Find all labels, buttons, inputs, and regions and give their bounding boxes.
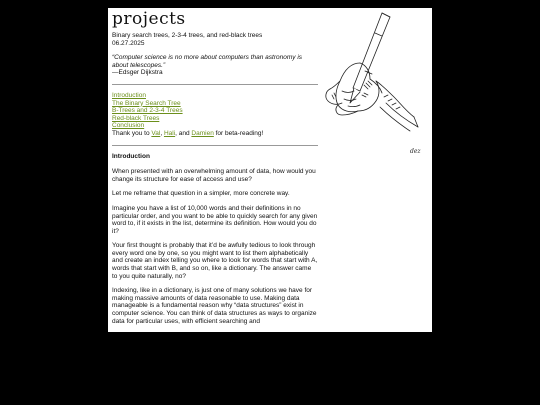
toc-link-red-black-trees[interactable]: Red-black Trees: [112, 114, 160, 122]
section-heading-introduction: Introduction: [112, 152, 150, 160]
thanks-link-val[interactable]: Val: [151, 129, 161, 137]
illustration-signature: dez: [410, 148, 421, 155]
divider: [112, 84, 318, 85]
quote-text: “Computer science is no more about computers than astronomy is about telescopes.”: [112, 54, 303, 69]
hand-holding-pen-illustration: [320, 11, 428, 156]
thanks-separator: ,: [160, 129, 164, 137]
body-paragraph: Imagine you have a list of 10,000 words and their definitions in no particular order, and you want to be able to quickly search for any given word to, if it exists in the list, determine its definition. How would you do it?: [112, 204, 318, 235]
article: [112, 11, 318, 332]
divider: [112, 145, 318, 146]
body-paragraph: Your first thought is probably that it’d be awfully tedious to look through every word one by one, so you might want to list them alphabetically and create an index telling you where to look for words that start with A, words that start with B, and so on, like a dictionary. The answer came to you quite naturally, no?: [112, 242, 318, 280]
quote-author: —Edsger Dijkstra: [112, 69, 163, 77]
toc-link-conclusion[interactable]: Conclusion: [112, 122, 145, 130]
epigraph: [112, 54, 318, 77]
article-subtitle: Binary search trees, 2-3-4 trees, and red-black trees: [112, 32, 263, 39]
thanks-line: [112, 130, 318, 138]
thanks-separator: , and: [175, 129, 192, 137]
thanks-prefix: Thank you to: [112, 129, 152, 137]
article-date: 06.27.2025: [112, 39, 145, 47]
table-of-contents: [112, 92, 318, 130]
body-paragraph: When presented with an overwhelming amount of data, how would you change its structure for ease of access and use?: [112, 168, 316, 183]
site-title[interactable]: projects: [112, 9, 186, 29]
body-paragraph: Let me reframe that question in a simpler, more concrete way.: [112, 190, 290, 198]
thanks-suffix: for beta-reading!: [213, 129, 264, 137]
toc-link-binary-search-tree[interactable]: The Binary Search Tree: [112, 99, 181, 107]
toc-link-introduction[interactable]: Introduction: [112, 91, 146, 99]
thanks-link-hali[interactable]: Hali: [163, 129, 176, 137]
body-paragraph: Indexing, like in a dictionary, is just one of many solutions we have for making massive amounts of data reasonable to use. Making data manageable is a fundamental reason why “data structures” exist in computer science. You can think of data structures as ways to organize data for particular uses, with efficient searching and: [112, 287, 317, 325]
thanks-link-damien[interactable]: Damien: [191, 129, 214, 137]
toc-link-b-trees[interactable]: B-Trees and 2-3-4 Trees: [112, 107, 183, 115]
page-canvas: [108, 8, 432, 332]
